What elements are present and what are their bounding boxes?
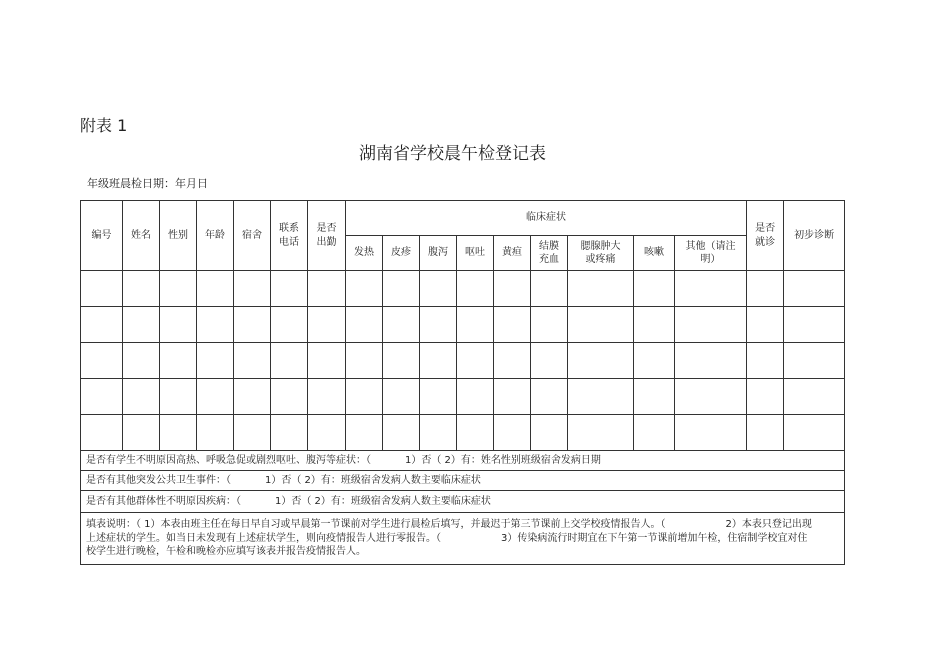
entry-cell[interactable] — [346, 343, 383, 379]
entry-cell[interactable] — [568, 415, 634, 451]
entry-cell[interactable] — [123, 379, 160, 415]
entry-cell[interactable] — [160, 343, 197, 379]
header-conjunctival: 结膜 充血 — [531, 236, 568, 271]
entry-cell[interactable] — [234, 307, 271, 343]
entry-cell[interactable] — [784, 271, 845, 307]
entry-cell[interactable] — [675, 415, 747, 451]
entry-cell[interactable] — [420, 343, 457, 379]
entry-cell[interactable] — [81, 343, 123, 379]
header-medical-visit: 是否 就诊 — [747, 201, 784, 271]
entry-cell[interactable] — [383, 307, 420, 343]
form-title: 湖南省学校晨午检登记表 — [359, 144, 546, 164]
entry-cell[interactable] — [634, 271, 675, 307]
entry-cell[interactable] — [784, 307, 845, 343]
question-group-illness: 是否有其他群体性不明原因疾病：（ 1）否（ 2）有：班级宿舍发病人数主要临床症状 — [81, 491, 845, 513]
entry-cell[interactable] — [160, 271, 197, 307]
header-diagnosis: 初步诊断 — [784, 201, 845, 271]
entry-cell[interactable] — [383, 271, 420, 307]
entry-cell[interactable] — [420, 379, 457, 415]
entry-cell[interactable] — [675, 307, 747, 343]
entry-cell[interactable] — [123, 343, 160, 379]
entry-cell[interactable] — [531, 307, 568, 343]
entry-cell[interactable] — [494, 415, 531, 451]
entry-cell[interactable] — [457, 379, 494, 415]
entry-cell[interactable] — [346, 415, 383, 451]
entry-cell[interactable] — [308, 343, 346, 379]
entry-cell[interactable] — [346, 379, 383, 415]
entry-cell[interactable] — [234, 379, 271, 415]
entry-cell[interactable] — [308, 307, 346, 343]
entry-cell[interactable] — [457, 415, 494, 451]
entry-cell[interactable] — [81, 271, 123, 307]
filling-instructions: 填表说明：（ 1）本表由班主任在每日早自习或早晨第一节课前对学生进行晨检后填写，并最迟于第三节课前上交学校疫情报告人。（ 2）本表只登记出现 上述症状的学生。如当日未发现有上述症状学生，则向疫情报告人进行零报告。（ 3）传染病流行时期宜在下午第一节课前增加午检，住宿制学校宜对住 校学生进行晚检，午检和晚检亦应填写该表并报告疫情报告人。 — [81, 513, 845, 565]
entry-cell[interactable] — [531, 343, 568, 379]
entry-cell[interactable] — [568, 271, 634, 307]
blank-rows — [81, 271, 845, 451]
table-row — [81, 379, 845, 415]
header-other: 其他（请注 明） — [675, 236, 747, 271]
entry-cell[interactable] — [457, 343, 494, 379]
entry-cell[interactable] — [457, 271, 494, 307]
entry-cell[interactable] — [634, 343, 675, 379]
entry-cell[interactable] — [234, 271, 271, 307]
entry-cell[interactable] — [784, 343, 845, 379]
entry-cell[interactable] — [420, 307, 457, 343]
entry-cell[interactable] — [197, 379, 234, 415]
entry-cell[interactable] — [568, 379, 634, 415]
header-name: 姓名 — [123, 201, 160, 271]
entry-cell[interactable] — [675, 379, 747, 415]
entry-cell[interactable] — [494, 307, 531, 343]
entry-cell[interactable] — [457, 307, 494, 343]
entry-cell[interactable] — [531, 271, 568, 307]
entry-cell[interactable] — [160, 307, 197, 343]
entry-cell[interactable] — [747, 307, 784, 343]
table-row — [81, 415, 845, 451]
entry-cell[interactable] — [494, 379, 531, 415]
entry-cell[interactable] — [308, 379, 346, 415]
entry-cell[interactable] — [197, 271, 234, 307]
entry-cell[interactable] — [346, 307, 383, 343]
header-diarrhea: 腹泻 — [420, 236, 457, 271]
header-clinical-symptoms: 临床症状 — [346, 201, 747, 236]
entry-cell[interactable] — [420, 271, 457, 307]
entry-cell[interactable] — [346, 271, 383, 307]
form-subtitle: 年级班晨检日期：年月日 — [87, 177, 208, 190]
entry-cell[interactable] — [123, 271, 160, 307]
header-rash: 皮疹 — [383, 236, 420, 271]
entry-cell[interactable] — [634, 379, 675, 415]
entry-cell[interactable] — [747, 415, 784, 451]
entry-cell[interactable] — [271, 307, 308, 343]
entry-cell[interactable] — [747, 271, 784, 307]
header-phone: 联系 电话 — [271, 201, 308, 271]
entry-cell[interactable] — [271, 343, 308, 379]
header-dorm: 宿舍 — [234, 201, 271, 271]
entry-cell[interactable] — [234, 343, 271, 379]
header-gender: 性别 — [160, 201, 197, 271]
entry-cell[interactable] — [568, 343, 634, 379]
entry-cell[interactable] — [494, 271, 531, 307]
question-unexplained-symptoms: 是否有学生不明原因高热、呼吸急促或剧烈呕吐、腹泻等症状：（ 1）否（ 2）有：姓名性别班级宿舍发病日期 — [81, 451, 845, 471]
entry-cell[interactable] — [383, 415, 420, 451]
header-jaundice: 黄疸 — [494, 236, 531, 271]
header-fever: 发热 — [346, 236, 383, 271]
entry-cell[interactable] — [634, 307, 675, 343]
entry-cell[interactable] — [383, 379, 420, 415]
entry-cell[interactable] — [494, 343, 531, 379]
entry-cell[interactable] — [634, 415, 675, 451]
entry-cell[interactable] — [81, 307, 123, 343]
entry-cell[interactable] — [308, 415, 346, 451]
entry-cell[interactable] — [271, 415, 308, 451]
header-number: 编号 — [81, 201, 123, 271]
entry-cell[interactable] — [197, 343, 234, 379]
entry-cell[interactable] — [675, 343, 747, 379]
question-public-health-event: 是否有其他突发公共卫生事件：（ 1）否（ 2）有：班级宿舍发病人数主要临床症状 — [81, 471, 845, 491]
entry-cell[interactable] — [531, 415, 568, 451]
header-parotid: 腮腺肿大 或疼痛 — [568, 236, 634, 271]
entry-cell[interactable] — [420, 415, 457, 451]
entry-cell[interactable] — [271, 379, 308, 415]
entry-cell[interactable] — [784, 379, 845, 415]
entry-cell[interactable] — [81, 415, 123, 451]
entry-cell[interactable] — [81, 379, 123, 415]
entry-cell[interactable] — [747, 343, 784, 379]
entry-cell[interactable] — [197, 307, 234, 343]
entry-cell[interactable] — [160, 415, 197, 451]
header-attendance: 是否 出勤 — [308, 201, 346, 271]
entry-cell[interactable] — [531, 379, 568, 415]
entry-cell[interactable] — [123, 415, 160, 451]
entry-cell[interactable] — [568, 307, 634, 343]
entry-cell[interactable] — [784, 415, 845, 451]
table-row — [81, 271, 845, 307]
header-cough: 咳嗽 — [634, 236, 675, 271]
entry-cell[interactable] — [308, 271, 346, 307]
entry-cell[interactable] — [197, 415, 234, 451]
appendix-label: 附表 1 — [80, 116, 128, 135]
table-row — [81, 343, 845, 379]
header-age: 年龄 — [197, 201, 234, 271]
header-vomit: 呕吐 — [457, 236, 494, 271]
entry-cell[interactable] — [234, 415, 271, 451]
table-row — [81, 307, 845, 343]
entry-cell[interactable] — [123, 307, 160, 343]
entry-cell[interactable] — [747, 379, 784, 415]
registration-table — [80, 200, 845, 565]
entry-cell[interactable] — [160, 379, 197, 415]
entry-cell[interactable] — [675, 271, 747, 307]
entry-cell[interactable] — [383, 343, 420, 379]
entry-cell[interactable] — [271, 271, 308, 307]
